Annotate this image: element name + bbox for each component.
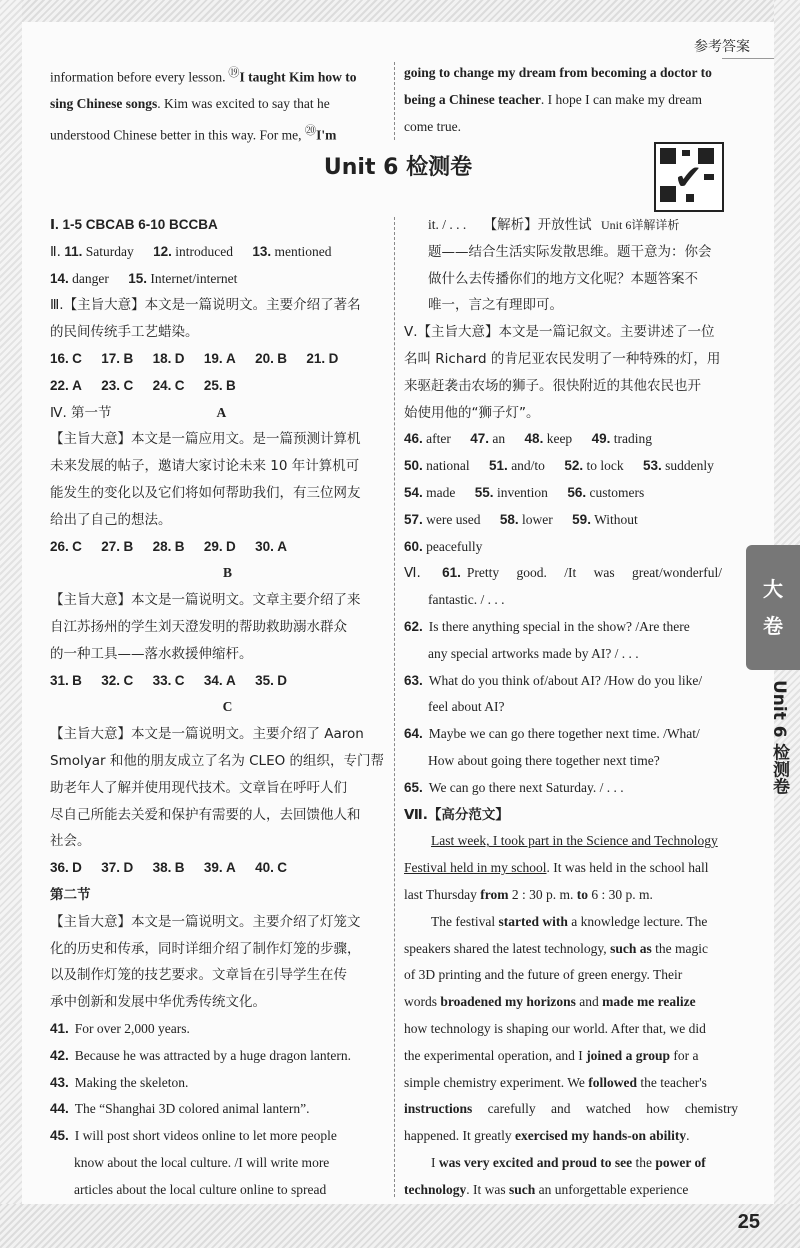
- bold-text: joined a group: [586, 1047, 670, 1063]
- passage-b-summary: 自江苏扬州的学生刘天澄发明的帮助救助溺水群众: [50, 618, 347, 635]
- q-num: 11.: [64, 243, 83, 259]
- answer: A: [72, 377, 82, 393]
- answer: B: [123, 350, 134, 366]
- answer: D: [123, 860, 134, 876]
- passage-a-summary: 未来发展的帖子，邀请大家讨论未来 10 年计算机可: [50, 458, 360, 475]
- answers-50-53: [404, 453, 761, 480]
- q-num: 50.: [404, 458, 423, 474]
- page-number: 25: [737, 1211, 760, 1233]
- side-tab: [746, 545, 800, 670]
- answer: Pretty good. /It was great/wonderful/: [466, 565, 722, 581]
- answer: Internet/internet: [150, 270, 238, 286]
- circled-num: ⑳: [304, 125, 317, 138]
- answer: and/to: [511, 458, 545, 474]
- text: and: [575, 994, 603, 1010]
- answer: D: [328, 350, 339, 366]
- answer: D: [72, 860, 82, 876]
- part-2-head: 第二节: [50, 886, 91, 903]
- answer: were used: [426, 511, 481, 527]
- answer: The “Shanghai 3D colored animal lantern”.: [74, 1101, 310, 1117]
- qr-cell: [704, 174, 714, 180]
- answer: introduced: [175, 243, 233, 259]
- answer: D: [174, 350, 185, 366]
- text: .: [686, 1128, 690, 1144]
- checkmark-icon: ✔: [674, 158, 703, 198]
- q-num: 26.: [50, 538, 69, 554]
- q-num: 52.: [564, 458, 584, 474]
- side-tab-char: 卷: [763, 614, 783, 638]
- q-num: 15.: [128, 270, 148, 286]
- bold-text: I taught Kim how to: [239, 69, 357, 85]
- column-divider-top: [394, 62, 395, 140]
- passage-c-summary: 助老年人了解并使用现代技术。文章旨在呼吁人们: [50, 779, 347, 796]
- answer-cont: fantastic. / . . .: [428, 592, 505, 608]
- q-num: 65.: [404, 779, 423, 795]
- q-num: 56.: [567, 484, 587, 500]
- answer: A: [277, 538, 288, 554]
- top-border: [0, 0, 800, 22]
- q-num: 42.: [50, 1047, 69, 1063]
- q-num: 12.: [153, 243, 172, 259]
- answers-31-35: [50, 668, 405, 695]
- qr-caption: Unit 6详解详析: [601, 218, 680, 232]
- passage-c-label: C: [222, 699, 233, 715]
- q-num: 38.: [152, 860, 172, 876]
- circled-num: ⑲: [225, 67, 240, 79]
- section-6-label: Ⅵ.: [404, 565, 421, 582]
- bold-text: such: [509, 1181, 536, 1197]
- qr-cell: [682, 150, 690, 156]
- passage-a-summary: 给出了自己的想法。: [50, 511, 172, 528]
- q-num: 58.: [499, 511, 519, 527]
- answers-22-25: [50, 373, 405, 400]
- answer-cont: articles about the local culture online to spread: [74, 1181, 327, 1197]
- section-3-summary-cont: 的民间传统手工艺蜡染。: [50, 324, 199, 341]
- text: the teacher's: [637, 1074, 707, 1090]
- q-num: 40.: [255, 860, 274, 876]
- bold-text: to: [576, 886, 589, 902]
- text: the: [632, 1154, 656, 1170]
- answer: C: [123, 672, 134, 688]
- section-5-summary: 名叫 Richard 的肯尼亚农民发明了一种特殊的灯，用: [404, 350, 721, 367]
- answer: D: [226, 538, 236, 554]
- bold-text: was very excited and proud to see: [438, 1154, 633, 1170]
- q-num: 28.: [152, 538, 172, 554]
- answer: trading: [613, 431, 652, 447]
- section-7-head: Ⅶ.【高分范文】: [404, 806, 509, 823]
- bold-text: made me realize: [602, 994, 696, 1010]
- bold-text: power of: [655, 1154, 706, 1170]
- bold-text: exercised my hands-on ability: [514, 1128, 687, 1144]
- answer: B: [174, 860, 185, 876]
- bold-text: followed: [588, 1074, 637, 1090]
- text: The festival: [431, 913, 499, 929]
- q-num: 30.: [255, 538, 274, 554]
- q-num: 35.: [255, 672, 274, 688]
- q-num: 61.: [442, 565, 461, 581]
- section-5-summary: Ⅴ.【主旨大意】本文是一篇记叙文。主要讲述了一位: [404, 324, 715, 341]
- answer: D: [277, 672, 288, 688]
- q-num: 13.: [252, 243, 272, 259]
- section-1-answers: Ⅰ. 1-5 CBCAB 6-10 BCCBA: [50, 217, 218, 232]
- answer: A: [226, 350, 236, 366]
- passage-b-summary: 的一种工具——落水救援伸缩杆。: [50, 645, 253, 662]
- text: a knowledge lecture. The: [567, 913, 708, 929]
- analysis-text: 做什么去传播你们的地方文化呢？本题答案不: [428, 270, 698, 287]
- section-5-summary: 来驱赶袭击农场的狮子。很快附近的其他农民也开: [404, 377, 701, 394]
- answer: B: [226, 377, 236, 393]
- bold-text: instructions: [404, 1101, 473, 1117]
- q-num: 45.: [50, 1128, 69, 1144]
- text: 2 : 30 p. m.: [508, 886, 577, 902]
- passage-c-summary: 尽自己所能去关爱和保护有需要的人，去回馈他人和: [50, 806, 361, 823]
- section-2-label: Ⅱ.: [50, 243, 61, 260]
- answer: Without: [594, 511, 638, 527]
- answer: A: [226, 672, 236, 688]
- left-border: [0, 0, 22, 1248]
- bold-text: started with: [498, 913, 568, 929]
- q-num: 23.: [101, 377, 121, 393]
- q-num: 14.: [50, 270, 69, 286]
- q-num: 43.: [50, 1074, 69, 1090]
- answers-16-21: [50, 346, 405, 373]
- text: 6 : 30 p. m.: [588, 886, 653, 902]
- text: happened. It greatly: [404, 1128, 515, 1144]
- text: information before every lesson.: [50, 69, 226, 85]
- bold-text: technology: [404, 1181, 467, 1197]
- q-num: 46.: [404, 431, 423, 447]
- q-num: 34.: [203, 672, 223, 688]
- text: . Kim was excited to say that he: [157, 96, 330, 112]
- section-5-summary: 始使用他的“狮子灯”。: [404, 404, 540, 421]
- text: the experimental operation, and I: [404, 1047, 587, 1063]
- text: words: [404, 994, 441, 1010]
- q-num: 60.: [404, 538, 423, 554]
- answer: suddenly: [665, 458, 714, 474]
- q-num: 47.: [470, 431, 490, 447]
- text: simple chemistry experiment. We: [404, 1074, 589, 1090]
- answer-cont: feel about AI?: [428, 699, 505, 715]
- q-num: 39.: [203, 860, 223, 876]
- answer: to lock: [586, 458, 624, 474]
- q-num: 24.: [152, 377, 172, 393]
- analysis-text: 题——结合生活实际发散思维。题干意为：你会: [428, 243, 712, 260]
- answer: I will post short videos online to let more people: [74, 1128, 337, 1144]
- q-num: 64.: [404, 726, 423, 742]
- header-rule: [722, 58, 774, 59]
- answer: invention: [496, 484, 548, 500]
- answers-26-30: [50, 534, 405, 561]
- section-3-summary: Ⅲ.【主旨大意】本文是一篇说明文。主要介绍了著名: [50, 297, 361, 314]
- q-num: 48.: [524, 431, 544, 447]
- q-num: 18.: [152, 350, 172, 366]
- answer-cont: any special artworks made by AI? / . . .: [428, 645, 639, 661]
- answer: mentioned: [274, 243, 332, 259]
- bold-text: being a Chinese teacher: [404, 91, 541, 107]
- part-2-summary: 以及制作灯笼的技艺要求。文章旨在引导学生在传: [50, 967, 347, 984]
- answer: keep: [546, 431, 573, 447]
- text: carefully and watched how chemistry: [472, 1101, 739, 1117]
- q-num: 33.: [152, 672, 172, 688]
- answer: Saturday: [85, 243, 134, 259]
- q-num: 51.: [489, 458, 508, 474]
- answer: Is there anything special in the show? /Are there: [428, 618, 690, 634]
- q-num: 49.: [591, 431, 611, 447]
- answer-cont: How about going there together next time?: [428, 752, 660, 768]
- underlined-text: Festival held in my school: [404, 860, 547, 876]
- q-num: 32.: [101, 672, 121, 688]
- q-num: 16.: [50, 350, 69, 366]
- answers-57-59: [404, 507, 761, 534]
- q-num: 29.: [203, 538, 223, 554]
- part-2-summary: 【主旨大意】本文是一篇说明文。主要介绍了灯笼文: [50, 913, 361, 930]
- text: . It was: [466, 1181, 509, 1197]
- text: speakers shared the latest technology,: [404, 940, 611, 956]
- answer: B: [174, 538, 185, 554]
- page-title: Unit 6 检测卷: [323, 155, 473, 180]
- answer: danger: [72, 270, 109, 286]
- answer-cont: it. / . . .: [428, 217, 467, 232]
- q-num: 27.: [101, 538, 121, 554]
- answer: lower: [522, 511, 553, 527]
- answer: C: [72, 350, 82, 366]
- passage-a-label: A: [216, 404, 227, 420]
- answer: We can go there next Saturday. / . . .: [428, 779, 624, 795]
- bold-text: broadened my horizons: [440, 994, 576, 1010]
- text: understood Chinese better in this way. For me,: [50, 127, 305, 143]
- q-num: 37.: [101, 860, 121, 876]
- answer: C: [174, 672, 185, 688]
- text: I: [431, 1154, 439, 1170]
- answer: B: [72, 672, 82, 688]
- passage-b-label: B: [222, 565, 232, 581]
- section-4-head: Ⅳ. 第一节: [50, 404, 112, 421]
- bold-text: from: [480, 886, 509, 902]
- q-num: 59.: [572, 511, 591, 527]
- text: how technology is shaping our world. After that, we did: [404, 1020, 706, 1036]
- q-num: 62.: [404, 618, 423, 634]
- answer: Making the skeleton.: [74, 1074, 189, 1090]
- answer: B: [277, 350, 288, 366]
- q-num: 21.: [306, 350, 326, 366]
- q-num: 55.: [474, 484, 494, 500]
- answer: B: [123, 538, 134, 554]
- top-right-text: [404, 60, 761, 140]
- passage-c-summary: 社会。: [50, 833, 91, 850]
- answers-54-56: [404, 480, 761, 507]
- answer: customers: [589, 484, 645, 500]
- q-num: 36.: [50, 860, 69, 876]
- answers-36-40: [50, 855, 405, 882]
- bold-text: sing Chinese songs: [50, 96, 158, 112]
- answer: For over 2,000 years.: [74, 1020, 190, 1036]
- header-label: 参考答案: [694, 39, 750, 55]
- q-num: 25.: [203, 377, 223, 393]
- q-num: 53.: [642, 458, 662, 474]
- side-tab-char: 大: [763, 577, 783, 601]
- q-num: 44.: [50, 1101, 69, 1117]
- text: for a: [669, 1047, 699, 1063]
- answer: Maybe we can go there together next time. /What/: [428, 726, 700, 742]
- bold-text: going to change my dream from becoming a doctor to: [404, 65, 712, 80]
- answer: C: [72, 538, 82, 554]
- right-column: [404, 212, 761, 1203]
- passage-b-summary: 【主旨大意】本文是一篇说明文。文章主要介绍了来: [50, 592, 361, 609]
- page: [22, 22, 774, 1204]
- q-num: 57.: [404, 511, 423, 527]
- answer: an: [492, 431, 506, 447]
- text: the magic: [651, 940, 708, 956]
- bottom-border: [0, 1204, 800, 1248]
- q-num: 20.: [255, 350, 274, 366]
- passage-c-summary: Smolyar 和他的朋友成立了名为 CLEO 的组织，专门帮: [50, 752, 385, 769]
- section-4-head-row: [50, 400, 405, 427]
- side-label: Unit 6 检测卷: [769, 680, 789, 795]
- part-2-summary: 承中创新和发展中华优秀传统文化。: [50, 994, 266, 1011]
- answer: after: [426, 431, 451, 447]
- q-num: 31.: [50, 672, 69, 688]
- answers-46-49: [404, 426, 761, 453]
- top-left-text: [50, 60, 405, 149]
- answer: A: [226, 860, 236, 876]
- passage-a-summary: 能发生的变化以及它们将如何帮助我们，有三位网友: [50, 484, 361, 501]
- q-num: 41.: [50, 1020, 69, 1036]
- answer: What do you think of/about AI? /How do you like/: [428, 672, 703, 688]
- left-column: [50, 212, 405, 1203]
- passage-c-summary: 【主旨大意】本文是一篇说明文。主要介绍了 Aaron: [50, 726, 364, 743]
- analysis-text: 唯一，言之有理即可。: [428, 297, 563, 314]
- underlined-text: Last week, I took part in the Science and Technology: [431, 833, 718, 849]
- q-num: 22.: [50, 377, 69, 393]
- answer: national: [426, 458, 470, 474]
- part-2-summary: 化的历史和传承，同时详细介绍了制作灯笼的步骤，: [50, 940, 361, 957]
- q-num: 54.: [404, 484, 423, 500]
- q-num: 17.: [101, 350, 121, 366]
- bold-text: I'm: [316, 127, 337, 143]
- answer: made: [426, 484, 456, 500]
- qr-code-icon[interactable]: [654, 142, 724, 212]
- q-num: 19.: [203, 350, 223, 366]
- answer: Because he was attracted by a huge dragon lantern.: [74, 1047, 352, 1063]
- passage-a-summary: 【主旨大意】本文是一篇应用文。是一篇预测计算机: [50, 431, 361, 448]
- analysis-tag: 【解析】开放性试: [483, 217, 592, 233]
- bold-text: such as: [610, 940, 652, 956]
- text: an unforgettable experience: [535, 1181, 689, 1197]
- text: come true.: [404, 118, 461, 134]
- answer: peacefully: [426, 538, 483, 554]
- text: last Thursday: [404, 886, 481, 902]
- answer: C: [277, 860, 288, 876]
- answer: C: [174, 377, 185, 393]
- q-num: 63.: [404, 672, 423, 688]
- text: . It was held in the school hall: [546, 860, 709, 876]
- text: of 3D printing and the future of green energy. Their: [404, 967, 683, 983]
- answer-cont: know about the local culture. /I will write more: [74, 1154, 330, 1170]
- text: . I hope I can make my dream: [540, 91, 703, 107]
- answer: C: [123, 377, 134, 393]
